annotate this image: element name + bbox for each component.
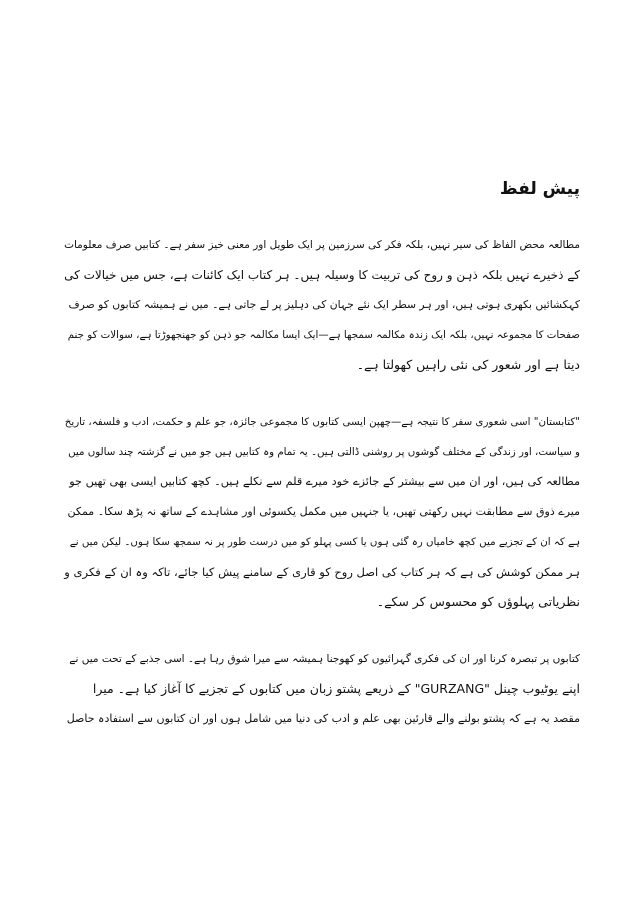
text-line: کہکشائیں بکھری ہوتی ہیں، اور ہر سطر ایک نئے جہان کی دہلیز پر لے جاتی ہے۔ میں نے ہمیشہ کتابوں کو صرف bbox=[68, 298, 580, 311]
text-line: صفحات کا مجموعہ نہیں، بلکہ ایک زندہ مکالمہ سمجھا ہے—ایک ایسا مکالمہ جو ذہن کو جھنجھوڑتا ہے، سوالات کو جنم bbox=[67, 329, 580, 341]
paragraph-3 bbox=[60, 644, 580, 734]
page-heading: پیش لفظ bbox=[499, 179, 580, 199]
text-line: نظریاتی پہلوؤں کو محسوس کر سکے۔ bbox=[376, 594, 580, 609]
text-line: میرے ذوق سے مطابقت نہیں رکھتی تھیں، یا جنہیں میں مکمل یکسوئی اور مشاہدے کے ساتھ نہ پڑھ سکا۔ ممکن bbox=[67, 505, 580, 518]
text-line: دیتا ہے اور شعور کی نئی راہیں کھولتا ہے۔ bbox=[356, 357, 580, 372]
text-line: ہر ممکن کوشش کی ہے کہ ہر کتاب کی اصل روح کو قاری کے سامنے پیش کیا جائے، تاکہ وہ ان کے فکری و bbox=[64, 565, 580, 579]
text-line: ہے کہ ان کے تجزیے میں کچھ خامیاں رہ گئی ہوں یا کسی پہلو کو میں درست طور پر نہ سمجھ سکا ہوں۔ لیکن میں نے bbox=[69, 536, 580, 548]
text-line: کتابوں پر تبصرہ کرنا اور ان کی فکری گہرائیوں کو کھوجنا ہمیشہ سے میرا شوق رہا ہے۔ اسی جذبے کے تحت میں نے bbox=[69, 653, 580, 665]
text-line: مطالعہ کی ہیں، اور ان میں سے بیشتر کے جائزے خود میرے قلم سے نکلے ہیں۔ کچھ کتابیں ایسی بھی تھیں جو bbox=[69, 475, 580, 488]
text-line: مطالعہ محض الفاظ کی سیر نہیں، بلکہ فکر کی سرزمین پر ایک طویل اور معنی خیز سفر ہے۔ کتابیں صرف معلومات bbox=[64, 239, 580, 251]
paragraph-1 bbox=[60, 230, 580, 380]
text-line: "کتابستان" اسی شعوری سفر کا نتیجہ ہے—چھپن ایسی کتابوں کا مجموعی جائزہ، جو علم و حکمت، ادب و فلسفہ، تاریخ bbox=[64, 416, 580, 428]
text-line: اپنے یوٹیوب چینل "GURZANG" کے ذریعے پشتو زبان میں کتابوں کے تجزیے کا آغاز کیا ہے۔ میرا bbox=[92, 681, 580, 696]
paragraph-2 bbox=[60, 407, 580, 617]
text-line: کے ذخیرے نہیں بلکہ ذہن و روح کی تربیت کا وسیلہ ہیں۔ ہر کتاب ایک کائنات ہے، جس میں خیالات کی bbox=[64, 268, 580, 282]
document-body bbox=[60, 178, 580, 734]
text-line: و سیاست، اور زندگی کے مختلف گوشوں پر روشنی ڈالتی ہیں۔ یہ تمام وہ کتابیں ہیں جو میں نے گزشتہ چند سالوں میں bbox=[68, 446, 580, 458]
text-line: مقصد یہ ہے کہ پشتو بولنے والے قارئین بھی علم و ادب کی دنیا میں شامل ہوں اور ان کتابوں سے استفادہ حاصل bbox=[66, 712, 580, 725]
